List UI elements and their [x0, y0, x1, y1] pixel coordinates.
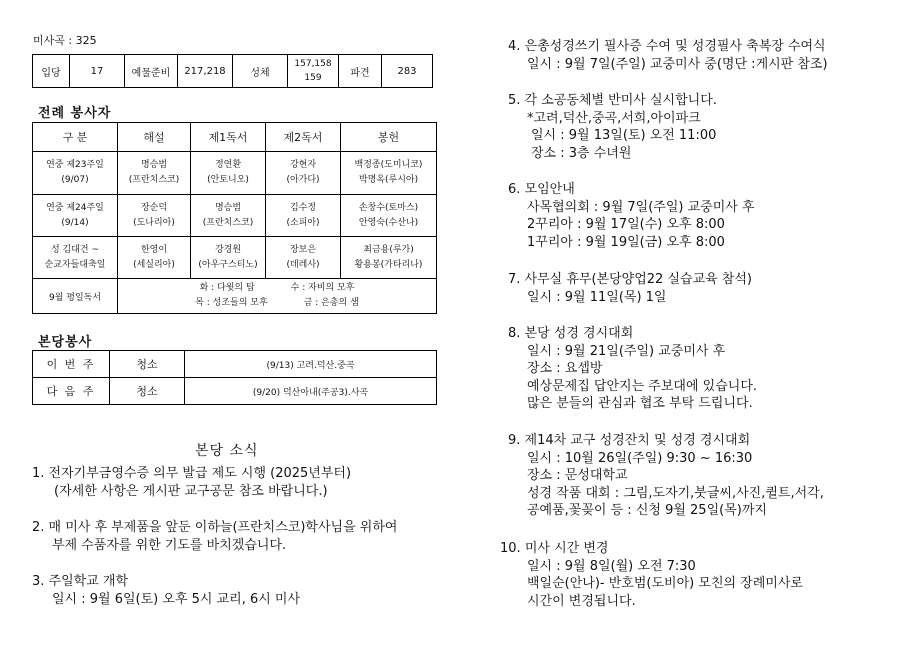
liturgy-header: 해설	[118, 123, 191, 152]
news-item-10: 10. 미사 시간 변경 일시 : 9월 8일(월) 오전 7:30 백일순(안나)- 반호범(도비아) 모친의 장례미사로 시간이 변경됩니다.	[500, 541, 803, 609]
news-item-8: 8. 본당 성경 경시대회 일시 : 9월 21일(주일) 교중미사 후 장소 : 요셉방 예상문제집 답안지는 주보대에 있습니다. 많은 분들의 관심과 협조 부탁 드립니다.	[508, 326, 758, 411]
table-row: 다 음 주 청소 (9/20) 덕산아내(주공3).사곡	[33, 378, 437, 405]
hymn-label-offertory: 예물준비	[125, 55, 178, 88]
hymn-value-offertory: 217,218	[178, 55, 233, 88]
news-title: 본당 소식	[195, 443, 259, 459]
news-item-3: 3. 주일학교 개학 일시 : 9월 6일(토) 오후 5시 교리, 6시 미사	[32, 574, 301, 607]
liturgy-header: 봉헌	[341, 123, 437, 152]
liturgy-header: 제2독서	[266, 123, 341, 152]
hymn-label-recessional: 파견	[339, 55, 382, 88]
rosary-label: 9월 평일독서	[33, 279, 118, 314]
news-item-7: 7. 사무실 휴무(본당양업22 실습교육 참석) 일시 : 9월 11일(목) 1일	[508, 272, 752, 305]
news-item-2: 2. 매 미사 후 부제품을 앞둔 이하늘(프란치스코)학사님을 위하여 부제 수품자를 위한 기도를 바치겠습니다.	[32, 520, 398, 553]
parish-service-table	[32, 350, 437, 405]
table-row: 성 김대건 ~ 순교자들대축일 한영이 (세실리아) 강경원 (아우구스티노) 장보은 (데레사) 최금용(루가) 황용봉(가타리나)	[33, 237, 437, 279]
liturgy-table	[32, 122, 437, 314]
news-item-4: 4. 은총성경쓰기 필사증 수여 및 성경필사 축복장 수여식 일시 : 9월 7일(주일) 교중미사 중(명단 :게시판 참조)	[508, 39, 828, 72]
hymn-value-recessional: 283	[382, 55, 433, 88]
mass-hymn-number: 미사곡 : 325	[33, 34, 97, 47]
liturgy-section-title: 전례 봉사자	[38, 106, 112, 121]
liturgy-header: 구 분	[33, 123, 118, 152]
news-item-9: 9. 제14차 교구 성경잔치 및 성경 경시대회 일시 : 10월 26일(주일) 9:30 ~ 16:30 장소 : 문성대학교 성경 작품 대회 : 그림,도자기,붓글씨,사진,퀼트,서각, 공예품,꽃꽂이 등 : 신청 9월 25일(목)까지	[508, 433, 824, 518]
news-item-1: 1. 전자기부금영수증 의무 발급 제도 시행 (2025년부터) (자세한 사항은 게시판 교구공문 참조 바랍니다.)	[32, 466, 352, 499]
hymn-value-entrance: 17	[70, 55, 125, 88]
table-row: 연중 제24주일 (9/14) 장순덕 (도나리아) 명승범 (프란치스코) 김수정 (소피아) 손창수(토마스) 안영숙(수산나)	[33, 195, 437, 237]
hymn-table	[32, 54, 433, 88]
hymn-value-communion: 157,158 159	[288, 55, 339, 88]
rosary-row	[33, 279, 437, 314]
hymn-label-communion: 성체	[233, 55, 288, 88]
table-row: 이 번 주 청소 (9/13) 고려.덕산.중곡	[33, 351, 437, 378]
hymn-label-entrance: 입당	[33, 55, 70, 88]
rosary-schedule: 화 : 다윗의 탑 수 : 자비의 모후 목 : 성조들의 모후 금 : 은총의 샘	[118, 279, 437, 314]
news-item-5: 5. 각 소공동체별 반미사 실시합니다. *고려,덕산,중곡,서희,아이파크 일시 : 9월 13일(토) 오전 11:00 장소 : 3층 수녀원	[508, 93, 717, 161]
liturgy-header: 제1독서	[191, 123, 266, 152]
parish-service-title: 본당봉사	[38, 335, 93, 350]
news-item-6: 6. 모임안내 사목협의회 : 9월 7일(주일) 교중미사 후 2꾸리아 : 9월 17일(수) 오후 8:00 1꾸리아 : 9월 19일(금) 오후 8:00	[508, 182, 755, 250]
table-row: 연중 제23주일 (9/07) 명승범 (프란치스코) 정연환 (안토니오) 강현자 (아가다) 백정종(도미니코) 박명옥(루시아)	[33, 152, 437, 195]
